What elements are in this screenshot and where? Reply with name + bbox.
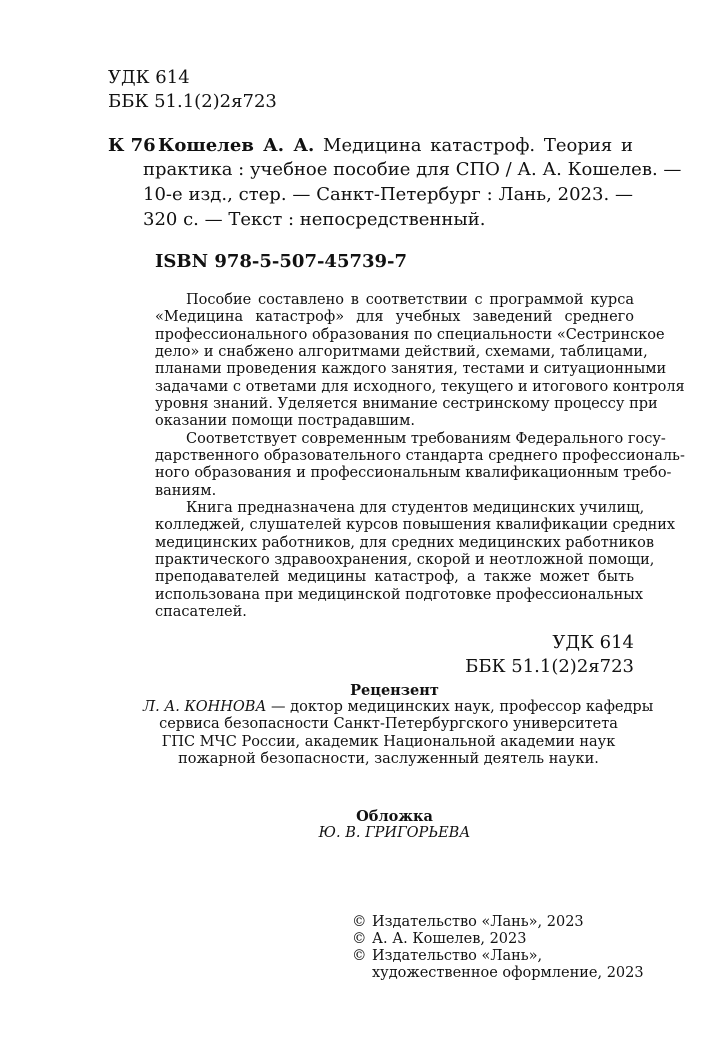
annotation-p1-line-8: оказании помощи пострадавшим. <box>155 413 415 429</box>
annotation-p3-line-7: спасателей. <box>155 604 247 620</box>
reviewer-line-1 <box>143 699 654 716</box>
copyright-entry <box>352 914 642 931</box>
reviewer-name: Л. А. КОННОВА <box>143 699 267 715</box>
annotation-p3-line-3: медицинских работников, для средних медицинских работников <box>155 535 655 551</box>
copyright-icon: © <box>352 931 367 947</box>
annotation-p3-line-4: практического здравоохранения, скорой и неотложной помощи, <box>155 552 655 568</box>
annotation-p1-line-3: профессионального образования по специальности «Сестринское <box>155 327 665 343</box>
annotation-p1-line-6: задачами с ответами для исходного, текущего и итогового контроля <box>155 379 685 395</box>
bbk-code-repeat: ББК 51.1(2)2я723 <box>465 656 634 677</box>
annotation-p3-line-5: преподавателей медицины катастроф, а также может быть <box>155 569 634 585</box>
bib-line-3: 10-е изд., стер. — Санкт-Петербург : Лань, 2023. — <box>143 184 633 205</box>
copyright-icon: © <box>352 948 367 964</box>
cover-designer: Ю. В. ГРИГОРЬЕВА <box>318 825 471 841</box>
annotation-p1-line-2: «Медицина катастроф» для учебных заведений среднего <box>155 309 634 325</box>
copyright-text: А. А. Кошелев, 2023 <box>372 931 527 947</box>
reviewer-line-2: сервиса безопасности Санкт-Петербургского университета <box>159 716 618 732</box>
annotation-p3-line-1: Книга предназначена для студентов медицинских училищ, <box>186 500 645 516</box>
copyright-text: Издательство «Лань», 2023 <box>372 914 584 930</box>
udk-code: УДК 614 <box>108 67 190 88</box>
reviewer-line-3: ГПС МЧС России, академик Национальной академии наук <box>161 734 616 750</box>
annotation-p2-line-1: Соответствует современным требованиям Федерального госу- <box>186 431 666 447</box>
annotation-p3-line-6: использована при медицинской подготовке профессиональных <box>155 587 644 603</box>
annotation-p1-line-4: дело» и снабжено алгоритмами действий, схемами, таблицами, <box>155 344 648 360</box>
bib-line-4: 320 с. — Текст : непосредственный. <box>143 209 486 230</box>
bib-author: Кошелев А. А. <box>158 135 315 156</box>
udk-code-repeat: УДК 614 <box>552 632 634 653</box>
copyright-entry <box>352 948 642 965</box>
bib-line-2: практика : учебное пособие для СПО / А. А. Кошелев. — <box>143 159 682 180</box>
reviewer-line-4: пожарной безопасности, заслуженный деятель науки. <box>178 751 599 767</box>
isbn: ISBN 978-5-507-45739-7 <box>155 251 408 272</box>
annotation-p1-line-1: Пособие составлено в соответствии с программой курса <box>186 292 634 308</box>
copyright-entry <box>352 931 642 948</box>
copyright-icon: © <box>352 914 367 930</box>
annotation-p1-line-5: планами проведения каждого занятия, тестами и ситуационными <box>155 361 667 377</box>
bbk-code: ББК 51.1(2)2я723 <box>108 91 277 112</box>
copyright-text-continued: художественное оформление, 2023 <box>372 965 644 981</box>
annotation-p3-line-2: колледжей, слушателей курсов повышения квалификации средних <box>155 517 676 533</box>
copyright-text: Издательство «Лань», <box>372 948 543 964</box>
reviewer-heading: Рецензент <box>350 682 439 699</box>
annotation-p2-line-3: ного образования и профессиональным квалификационным требо- <box>155 465 672 481</box>
annotation-p2-line-4: ваниям. <box>155 483 217 499</box>
annotation-p2-line-2: дарственного образовательного стандарта среднего профессиональ- <box>155 448 685 464</box>
bib-line-1: Кошелев А. А. Медицина катастроф. Теория и <box>158 135 633 156</box>
author-mark: К 76 <box>108 135 156 156</box>
annotation-p1-line-7: уровня знаний. Уделяется внимание сестринскому процессу при <box>155 396 658 412</box>
reviewer-line-1-rest: — доктор медицинских наук, профессор кафедры <box>266 699 654 715</box>
cover-heading: Обложка <box>356 808 433 825</box>
